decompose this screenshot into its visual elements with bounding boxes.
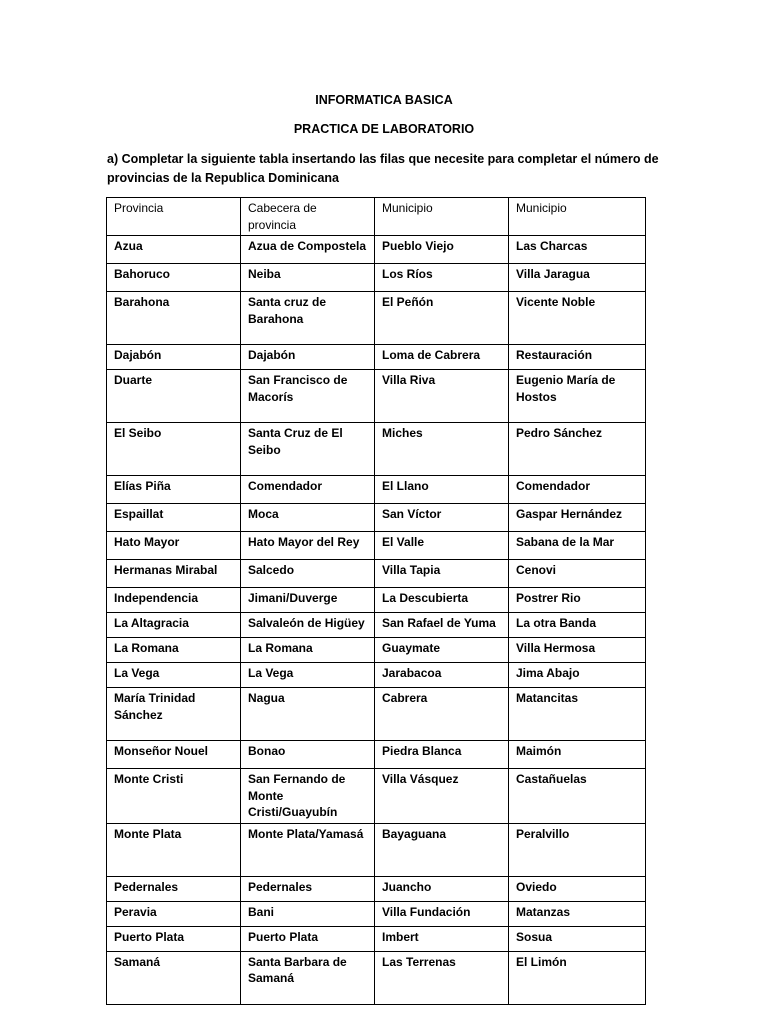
- cell-municipio-1: Miches: [375, 423, 509, 476]
- cell-cabecera: Monte Plata/Yamasá: [241, 823, 375, 876]
- cell-cabecera: Santa cruz de Barahona: [241, 292, 375, 345]
- cell-provincia: Hermanas Mirabal: [107, 560, 241, 588]
- cell-municipio-1: La Descubierta: [375, 588, 509, 613]
- cell-provincia: Elías Piña: [107, 476, 241, 504]
- cell-cabecera: Comendador: [241, 476, 375, 504]
- cell-provincia: Pedernales: [107, 876, 241, 901]
- cell-cabecera: Hato Mayor del Rey: [241, 532, 375, 560]
- table-row: [107, 663, 646, 688]
- cell-provincia: Azua: [107, 236, 241, 264]
- cell-municipio-2: Comendador: [509, 476, 646, 504]
- table-header-row: [107, 198, 646, 236]
- cell-provincia: Monte Cristi: [107, 769, 241, 824]
- table-row: [107, 876, 646, 901]
- cell-cabecera: San Francisco de Macorís: [241, 370, 375, 423]
- header-municipio-1: Municipio: [375, 198, 509, 236]
- cell-cabecera: Santa Barbara de Samaná: [241, 951, 375, 1004]
- cell-cabecera: San Fernando de Monte Cristi/Guayubín: [241, 769, 375, 824]
- cell-provincia: La Altagracia: [107, 613, 241, 638]
- cell-municipio-2: Gaspar Hernández: [509, 504, 646, 532]
- cell-municipio-2: Jima Abajo: [509, 663, 646, 688]
- cell-municipio-1: Guaymate: [375, 638, 509, 663]
- cell-provincia: Bahoruco: [107, 264, 241, 292]
- cell-cabecera: Dajabón: [241, 345, 375, 370]
- table-row: [107, 901, 646, 926]
- cell-municipio-2: Las Charcas: [509, 236, 646, 264]
- cell-provincia: Barahona: [107, 292, 241, 345]
- table-row: [107, 588, 646, 613]
- cell-municipio-1: San Rafael de Yuma: [375, 613, 509, 638]
- cell-provincia: Peravia: [107, 901, 241, 926]
- cell-cabecera: Bani: [241, 901, 375, 926]
- document-title: INFORMATICA BASICA: [315, 93, 453, 107]
- table-row: [107, 236, 646, 264]
- instruction-line-2: provincias de la Republica Dominicana: [107, 171, 340, 185]
- table-row: [107, 476, 646, 504]
- cell-municipio-2: Eugenio María de Hostos: [509, 370, 646, 423]
- cell-municipio-2: Restauración: [509, 345, 646, 370]
- table-row: [107, 926, 646, 951]
- cell-municipio-1: Piedra Blanca: [375, 741, 509, 769]
- cell-provincia: Dajabón: [107, 345, 241, 370]
- cell-municipio-1: Imbert: [375, 926, 509, 951]
- table-row: [107, 638, 646, 663]
- table-row: [107, 769, 646, 824]
- cell-municipio-1: Los Ríos: [375, 264, 509, 292]
- cell-municipio-2: Postrer Rio: [509, 588, 646, 613]
- cell-provincia: María Trinidad Sánchez: [107, 688, 241, 741]
- cell-municipio-2: Matancitas: [509, 688, 646, 741]
- cell-municipio-1: Juancho: [375, 876, 509, 901]
- header-cabecera: Cabecera de provincia: [241, 198, 375, 236]
- cell-municipio-2: Matanzas: [509, 901, 646, 926]
- table-row: [107, 532, 646, 560]
- cell-cabecera: Jimani/Duverge: [241, 588, 375, 613]
- table-row: [107, 951, 646, 1004]
- table-row: [107, 423, 646, 476]
- cell-municipio-1: Villa Riva: [375, 370, 509, 423]
- table-row: [107, 292, 646, 345]
- cell-provincia: Samaná: [107, 951, 241, 1004]
- table-row: [107, 688, 646, 741]
- table-body: [107, 236, 646, 1005]
- table-row: [107, 613, 646, 638]
- table-row: [107, 741, 646, 769]
- cell-municipio-1: San Víctor: [375, 504, 509, 532]
- cell-municipio-1: Villa Fundación: [375, 901, 509, 926]
- cell-cabecera: Pedernales: [241, 876, 375, 901]
- cell-provincia: La Vega: [107, 663, 241, 688]
- table-row: [107, 264, 646, 292]
- cell-municipio-1: Jarabacoa: [375, 663, 509, 688]
- table-row: [107, 345, 646, 370]
- cell-municipio-2: La otra Banda: [509, 613, 646, 638]
- table-row: [107, 823, 646, 876]
- cell-municipio-2: El Limón: [509, 951, 646, 1004]
- cell-municipio-1: Loma de Cabrera: [375, 345, 509, 370]
- cell-provincia: Duarte: [107, 370, 241, 423]
- cell-cabecera: Neiba: [241, 264, 375, 292]
- cell-municipio-1: El Llano: [375, 476, 509, 504]
- cell-municipio-2: Peralvillo: [509, 823, 646, 876]
- cell-municipio-1: El Valle: [375, 532, 509, 560]
- document-subtitle: PRACTICA DE LABORATORIO: [293, 122, 475, 136]
- cell-municipio-2: Pedro Sánchez: [509, 423, 646, 476]
- cell-provincia: Espaillat: [107, 504, 241, 532]
- cell-municipio-1: Cabrera: [375, 688, 509, 741]
- cell-municipio-1: Pueblo Viejo: [375, 236, 509, 264]
- cell-municipio-1: Las Terrenas: [375, 951, 509, 1004]
- cell-municipio-2: Oviedo: [509, 876, 646, 901]
- cell-cabecera: La Vega: [241, 663, 375, 688]
- cell-municipio-1: Villa Tapia: [375, 560, 509, 588]
- cell-municipio-1: Villa Vásquez: [375, 769, 509, 824]
- cell-cabecera: Moca: [241, 504, 375, 532]
- cell-municipio-2: Villa Jaragua: [509, 264, 646, 292]
- table-row: [107, 560, 646, 588]
- cell-provincia: Monte Plata: [107, 823, 241, 876]
- cell-provincia: Hato Mayor: [107, 532, 241, 560]
- cell-municipio-2: Castañuelas: [509, 769, 646, 824]
- instruction-line-1: a) Completar la siguiente tabla insertando las filas que necesite para completar el número de: [107, 152, 659, 166]
- cell-municipio-1: El Peñón: [375, 292, 509, 345]
- cell-municipio-2: Maimón: [509, 741, 646, 769]
- cell-cabecera: Nagua: [241, 688, 375, 741]
- cell-municipio-2: Sosua: [509, 926, 646, 951]
- cell-provincia: Independencia: [107, 588, 241, 613]
- cell-provincia: La Romana: [107, 638, 241, 663]
- header-provincia: Provincia: [107, 198, 241, 236]
- cell-cabecera: La Romana: [241, 638, 375, 663]
- cell-cabecera: Santa Cruz de El Seibo: [241, 423, 375, 476]
- instruction-text: [107, 150, 659, 188]
- cell-municipio-1: Bayaguana: [375, 823, 509, 876]
- cell-provincia: Puerto Plata: [107, 926, 241, 951]
- cell-cabecera: Salvaleón de Higüey: [241, 613, 375, 638]
- cell-municipio-2: Vicente Noble: [509, 292, 646, 345]
- cell-municipio-2: Sabana de la Mar: [509, 532, 646, 560]
- cell-cabecera: Bonao: [241, 741, 375, 769]
- table-row: [107, 370, 646, 423]
- table-row: [107, 504, 646, 532]
- cell-municipio-2: Villa Hermosa: [509, 638, 646, 663]
- cell-cabecera: Salcedo: [241, 560, 375, 588]
- cell-cabecera: Puerto Plata: [241, 926, 375, 951]
- cell-provincia: Monseñor Nouel: [107, 741, 241, 769]
- cell-provincia: El Seibo: [107, 423, 241, 476]
- header-municipio-2: Municipio: [509, 198, 646, 236]
- cell-municipio-2: Cenovi: [509, 560, 646, 588]
- provinces-table: [106, 197, 646, 1005]
- cell-cabecera: Azua de Compostela: [241, 236, 375, 264]
